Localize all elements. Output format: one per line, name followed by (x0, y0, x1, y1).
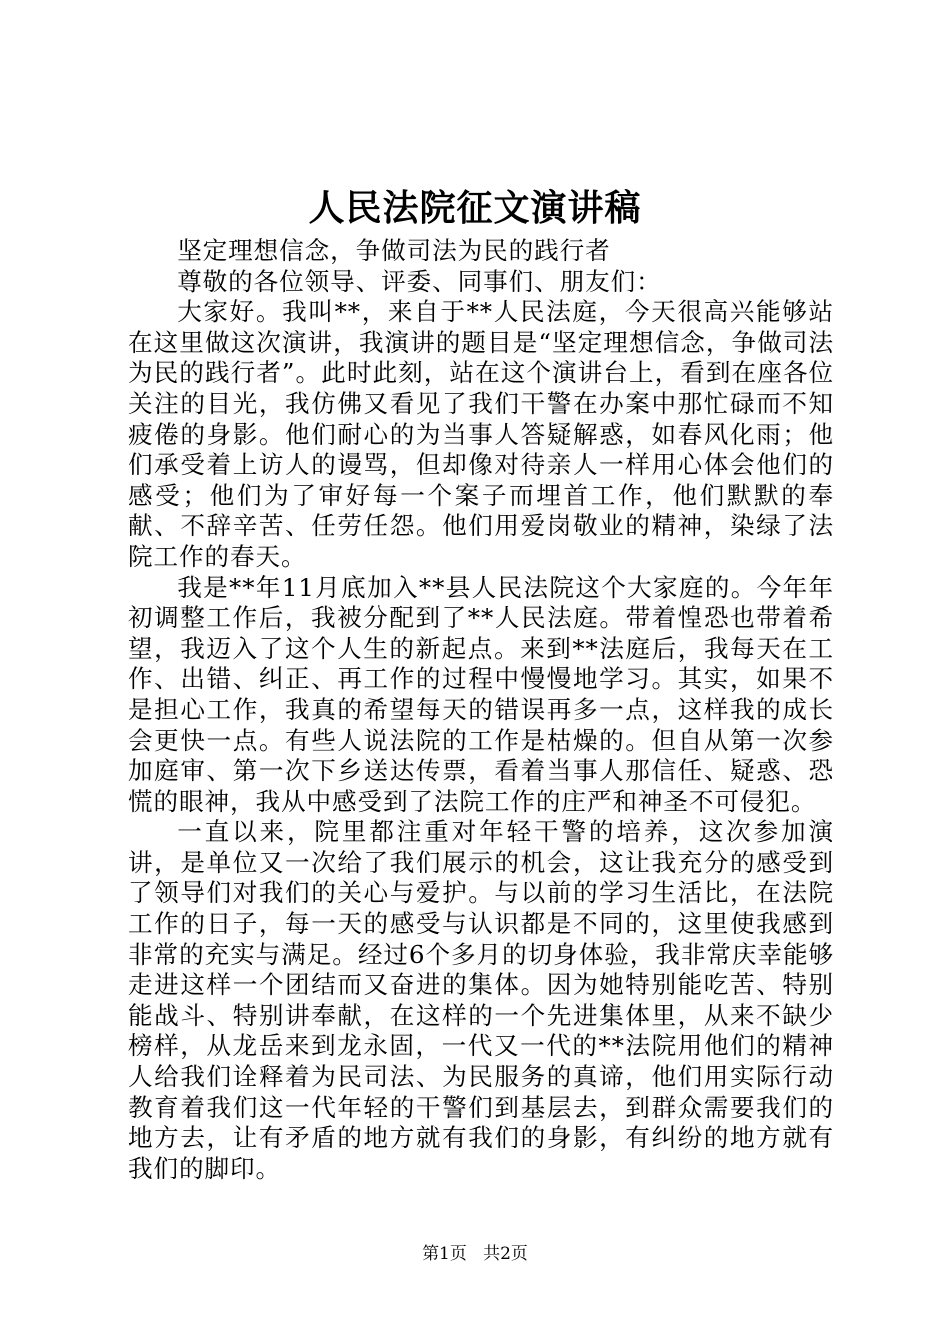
body-paragraph: 我是**年11月底加入**县人民法院这个大家庭的。今年年初调整工作后，我被分配到了**人民法庭。带着惶恐也带着希望，我迈入了这个人生的新起点。来到**法庭后，我每天在工作、出错、纠正、再工作的过程中慢慢地学习。其实，如果不是担心工作，我真的希望每天的错误再多一点，这样我的成长会更快一点。有些人说法院的工作是枯燥的。但自从第一次参加庭审、第一次下乡送达传票，看着当事人那信任、疑惑、恐慌的眼神，我从中感受到了法院工作的庄严和神圣不可侵犯。 (128, 572, 834, 816)
document-title: 人民法院征文演讲稿 (308, 187, 642, 229)
page-footer (0, 1242, 950, 1266)
body-paragraph: 一直以来，院里都注重对年轻干警的培养，这次参加演讲，是单位又一次给了我们展示的机会，这让我充分的感受到了领导们对我们的关心与爱护。与以前的学习生活比，在法院工作的日子，每一天的感受与认识都是不同的，这里使我感到非常的充实与满足。经过6个多月的切身体验，我非常庆幸能够走进这样一个团结而又奋进的集体。因为她特别能吃苦、特别能战斗、特别讲奉献，在这样的一个先进集体里，从来不缺少榜样，从龙岳来到龙永固，一代又一代的**法院用他们的精神人给我们诠释着为民司法、为民服务的真谛，他们用实际行动教育着我们这一代年轻的干警们到基层去，到群众需要我们的地方去，让有矛盾的地方就有我们的身影，有纠纷的地方就有我们的脚印。 (128, 817, 834, 1183)
page-number-current: 第1页 (422, 1244, 467, 1264)
document-body (128, 236, 834, 1184)
page-number-total: 共2页 (483, 1244, 528, 1264)
subtitle-paragraph: 坚定理想信念，争做司法为民的践行者 (177, 236, 611, 265)
salutation-paragraph: 尊敬的各位领导、评委、同事们、朋友们： (177, 266, 662, 296)
body-paragraph: 大家好。我叫**，来自于**人民法庭，今天很高兴能够站在这里做这次演讲，我演讲的题目是“坚定理想信念，争做司法为民的践行者”。此时此刻，站在这个演讲台上，看到在座各位关注的目光，我仿佛又看见了我们干警在办案中那忙碌而不知疲倦的身影。他们耐心的为当事人答疑解惑，如春风化雨；他们承受着上访人的谩骂，但却像对待亲人一样用心体会他们的感受；他们为了审好每一个案子而埋首工作，他们默默的奉献、不辞辛苦、任劳任怨。他们用爱岗敬业的精神，染绿了法院工作的春天。 (128, 297, 834, 571)
